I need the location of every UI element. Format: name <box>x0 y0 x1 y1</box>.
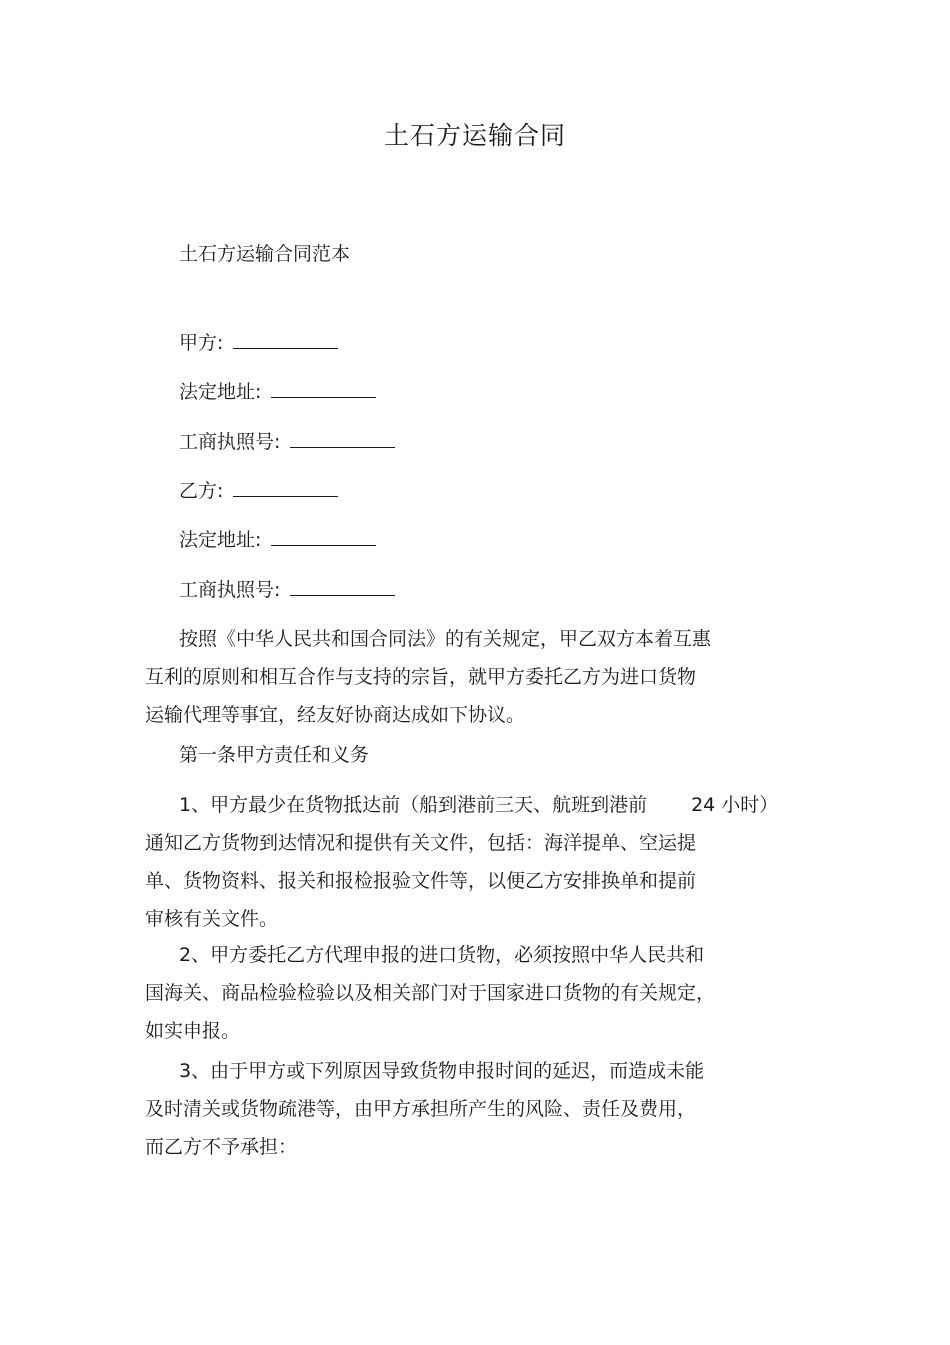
clause-1-line: 审核有关文件。 <box>145 908 279 930</box>
party-b-blank <box>233 478 338 497</box>
party-a-field <box>179 329 338 357</box>
clause-3-paragraph <box>145 1052 704 1166</box>
party-b-address-blank <box>271 527 376 546</box>
clause-1-first-line <box>145 786 778 824</box>
clause-2-line: 国海关、商品检验检验以及相关部门对于国家进口货物的有关规定， <box>145 982 716 1004</box>
intro-line: 互利的原则和相互合作与支持的宗旨，就甲方委托乙方为进口货物 <box>145 666 697 688</box>
clause-2-line: 2、甲方委托乙方代理申报的进口货物，必须按照中华人民共和 <box>179 944 705 966</box>
intro-line: 运输代理等事宜，经友好协商达成如下协议。 <box>145 704 526 726</box>
party-b-address-field <box>179 526 376 554</box>
clause-1-line: 通知乙方货物到达情况和提供有关文件，包括：海洋提单、空运提 <box>145 832 697 854</box>
clause-1-text-a: 1、甲方最少在货物抵达前（船到港前三天、航班到港前 <box>179 794 648 816</box>
party-b-address-label: 法定地址: <box>179 529 262 551</box>
intro-line: 按照《中华人民共和国合同法》的有关规定，甲乙双方本着互惠 <box>179 628 712 650</box>
clause-3-line: 而乙方不予承担： <box>145 1136 298 1158</box>
document-title: 土石方运输合同 <box>383 121 566 150</box>
clause-2-paragraph <box>145 936 715 1050</box>
party-b-label: 乙方: <box>179 480 224 502</box>
clause-1-paragraph <box>145 786 778 938</box>
clause-3-line: 及时清关或货物疏港等，由甲方承担所产生的风险、责任及费用， <box>145 1098 697 1120</box>
party-a-license-blank <box>290 429 395 448</box>
article-1-heading: 第一条甲方责任和义务 <box>179 744 370 766</box>
party-a-license-label: 工商执照号: <box>179 431 281 453</box>
party-b-license-blank <box>290 577 395 596</box>
intro-paragraph <box>145 620 711 734</box>
clause-1-line: 单、货物资料、报关和报检报验文件等，以便乙方安排换单和提前 <box>145 870 697 892</box>
party-a-address-label: 法定地址: <box>179 381 262 403</box>
clause-1-text-b: 24 小时） <box>691 794 779 816</box>
party-a-label: 甲方: <box>179 332 224 354</box>
clause-3-line: 3、由于甲方或下列原因导致货物申报时间的延迟，而造成未能 <box>179 1060 705 1082</box>
party-b-license-label: 工商执照号: <box>179 579 281 601</box>
document-subtitle: 土石方运输合同范本 <box>179 243 351 265</box>
party-a-license-field <box>179 428 395 456</box>
party-b-field <box>179 477 338 505</box>
party-a-address-field <box>179 378 376 406</box>
party-a-address-blank <box>271 379 376 398</box>
clause-2-line: 如实申报。 <box>145 1020 241 1042</box>
party-a-blank <box>233 330 338 349</box>
party-b-license-field <box>179 576 395 604</box>
